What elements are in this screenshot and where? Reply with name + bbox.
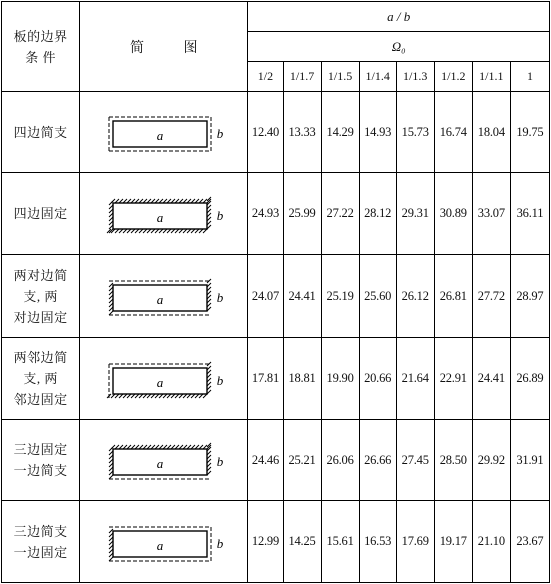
boundary-condition-cell [2, 173, 80, 254]
diagram-cell [80, 92, 248, 173]
omega-value-cell: 26.66 [359, 419, 396, 500]
dimension-label-b: b [216, 126, 224, 142]
fixed-edge-hatch [109, 311, 113, 315]
plate-sketch-adjacent-simple-adjacent-fixed [99, 356, 229, 402]
ratio-column-header: 1/1.5 [321, 62, 359, 92]
omega-value-cell: 27.72 [472, 254, 510, 338]
boundary-condition-line: 两对边简 [13, 267, 68, 283]
dimension-label-b: b [216, 207, 224, 223]
ratio-column-header: 1/1.7 [283, 62, 321, 92]
plate-sketch-all-fixed [99, 191, 229, 237]
omega-value-cell: 26.06 [321, 419, 359, 500]
omega-value-cell: 17.81 [248, 338, 283, 419]
boundary-condition-line: 邻边固定 [13, 392, 68, 408]
boundary-condition-line: 四边固定 [13, 206, 68, 222]
fixed-edge-hatch [109, 475, 113, 479]
omega-header: Ω₀ [248, 32, 550, 62]
omega-value-cell: 19.75 [510, 92, 549, 173]
table-row [2, 92, 550, 173]
diagram-cell [80, 501, 248, 583]
boundary-condition-cell [2, 254, 80, 338]
omega-value-cell: 20.66 [359, 338, 396, 419]
dimension-label-a: a [156, 209, 164, 225]
omega-value-cell: 23.67 [510, 501, 549, 583]
dimension-label-b: b [216, 454, 224, 470]
plate-sketch-three-fixed-one-simple [99, 437, 229, 483]
boundary-condition-line: 一边固定 [13, 544, 68, 560]
boundary-condition-line: 三边简支 [13, 523, 68, 539]
boundary-condition-header-line2: 条 件 [25, 49, 56, 65]
omega-value-cell: 30.89 [434, 173, 472, 254]
boundary-condition-line: 支, 两 [23, 371, 58, 387]
omega-value-cell: 28.50 [434, 419, 472, 500]
omega-value-cell: 22.91 [434, 338, 472, 419]
omega-value-cell: 13.33 [283, 92, 321, 173]
dimension-label-b: b [216, 290, 224, 306]
omega-value-cell: 14.25 [283, 501, 321, 583]
ratio-column-header: 1 [510, 62, 549, 92]
omega-value-cell: 18.04 [472, 92, 510, 173]
diagram-header [80, 2, 248, 92]
plate-sketch-opposite-simple-opposite-fixed [99, 273, 229, 319]
omega-value-cell: 17.69 [396, 501, 434, 583]
plate-sketch-three-simple-one-fixed [99, 519, 229, 565]
dimension-label-a: a [156, 374, 164, 390]
omega-value-cell: 26.89 [510, 338, 549, 419]
ratio-column-header: 1/1.2 [434, 62, 472, 92]
omega-value-cell: 19.90 [321, 338, 359, 419]
table-row [2, 254, 550, 338]
ratio-header: a / b [248, 2, 550, 32]
omega-value-cell: 19.17 [434, 501, 472, 583]
plate-buckling-table [1, 1, 550, 583]
omega-value-cell: 16.74 [434, 92, 472, 173]
omega-value-cell: 15.61 [321, 501, 359, 583]
omega-value-cell: 26.81 [434, 254, 472, 338]
boundary-condition-header [2, 2, 80, 92]
boundary-condition-line: 三边固定 [13, 442, 68, 458]
boundary-condition-line: 一边简支 [13, 463, 68, 479]
omega-value-cell: 24.07 [248, 254, 283, 338]
boundary-condition-header-line1: 板的边界 [13, 28, 68, 44]
omega-value-cell: 12.99 [248, 501, 283, 583]
table-row [2, 338, 550, 419]
table-row [2, 173, 550, 254]
diagram-cell [80, 254, 248, 338]
omega-value-cell: 26.12 [396, 254, 434, 338]
omega-value-cell: 16.53 [359, 501, 396, 583]
omega-value-cell: 15.73 [396, 92, 434, 173]
ratio-column-header: 1/2 [248, 62, 283, 92]
omega-value-cell: 14.29 [321, 92, 359, 173]
omega-value-cell: 28.12 [359, 173, 396, 254]
plate-sketch-all-simply-supported [99, 109, 229, 155]
omega-value-cell: 33.07 [472, 173, 510, 254]
diagram-header-label: 简 图 [130, 40, 216, 56]
omega-value-cell: 27.22 [321, 173, 359, 254]
omega-value-cell: 25.19 [321, 254, 359, 338]
ratio-column-header: 1/1.3 [396, 62, 434, 92]
boundary-condition-line: 对边固定 [13, 309, 68, 325]
boundary-condition-line: 两邻边简 [13, 350, 68, 366]
dimension-label-a: a [156, 456, 164, 472]
omega-value-cell: 24.93 [248, 173, 283, 254]
dimension-label-a: a [156, 537, 164, 553]
dimension-label-b: b [216, 535, 224, 551]
omega-value-cell: 25.21 [283, 419, 321, 500]
omega-value-cell: 21.64 [396, 338, 434, 419]
omega-value-cell: 14.93 [359, 92, 396, 173]
omega-value-cell: 36.11 [510, 173, 549, 254]
dimension-label-a: a [156, 128, 164, 144]
omega-value-cell: 25.99 [283, 173, 321, 254]
diagram-cell [80, 338, 248, 419]
omega-value-cell: 29.31 [396, 173, 434, 254]
fixed-edge-hatch [109, 557, 113, 561]
boundary-condition-line: 支, 两 [23, 288, 58, 304]
boundary-condition-cell [2, 92, 80, 173]
table-row [2, 419, 550, 500]
omega-value-cell: 24.46 [248, 419, 283, 500]
omega-value-cell: 24.41 [283, 254, 321, 338]
table-row [2, 501, 550, 583]
omega-value-cell: 18.81 [283, 338, 321, 419]
omega-value-cell: 12.40 [248, 92, 283, 173]
omega-value-cell: 28.97 [510, 254, 549, 338]
dimension-label-a: a [156, 292, 164, 308]
diagram-cell [80, 419, 248, 500]
ratio-column-header: 1/1.4 [359, 62, 396, 92]
boundary-condition-cell [2, 501, 80, 583]
boundary-condition-cell [2, 338, 80, 419]
boundary-condition-line: 四边简支 [13, 124, 68, 140]
omega-value-cell: 29.92 [472, 419, 510, 500]
omega-value-cell: 31.91 [510, 419, 549, 500]
omega-value-cell: 21.10 [472, 501, 510, 583]
omega-value-cell: 27.45 [396, 419, 434, 500]
boundary-condition-cell [2, 419, 80, 500]
ratio-column-header: 1/1.1 [472, 62, 510, 92]
omega-value-cell: 25.60 [359, 254, 396, 338]
dimension-label-b: b [216, 372, 224, 388]
diagram-cell [80, 173, 248, 254]
omega-value-cell: 24.41 [472, 338, 510, 419]
